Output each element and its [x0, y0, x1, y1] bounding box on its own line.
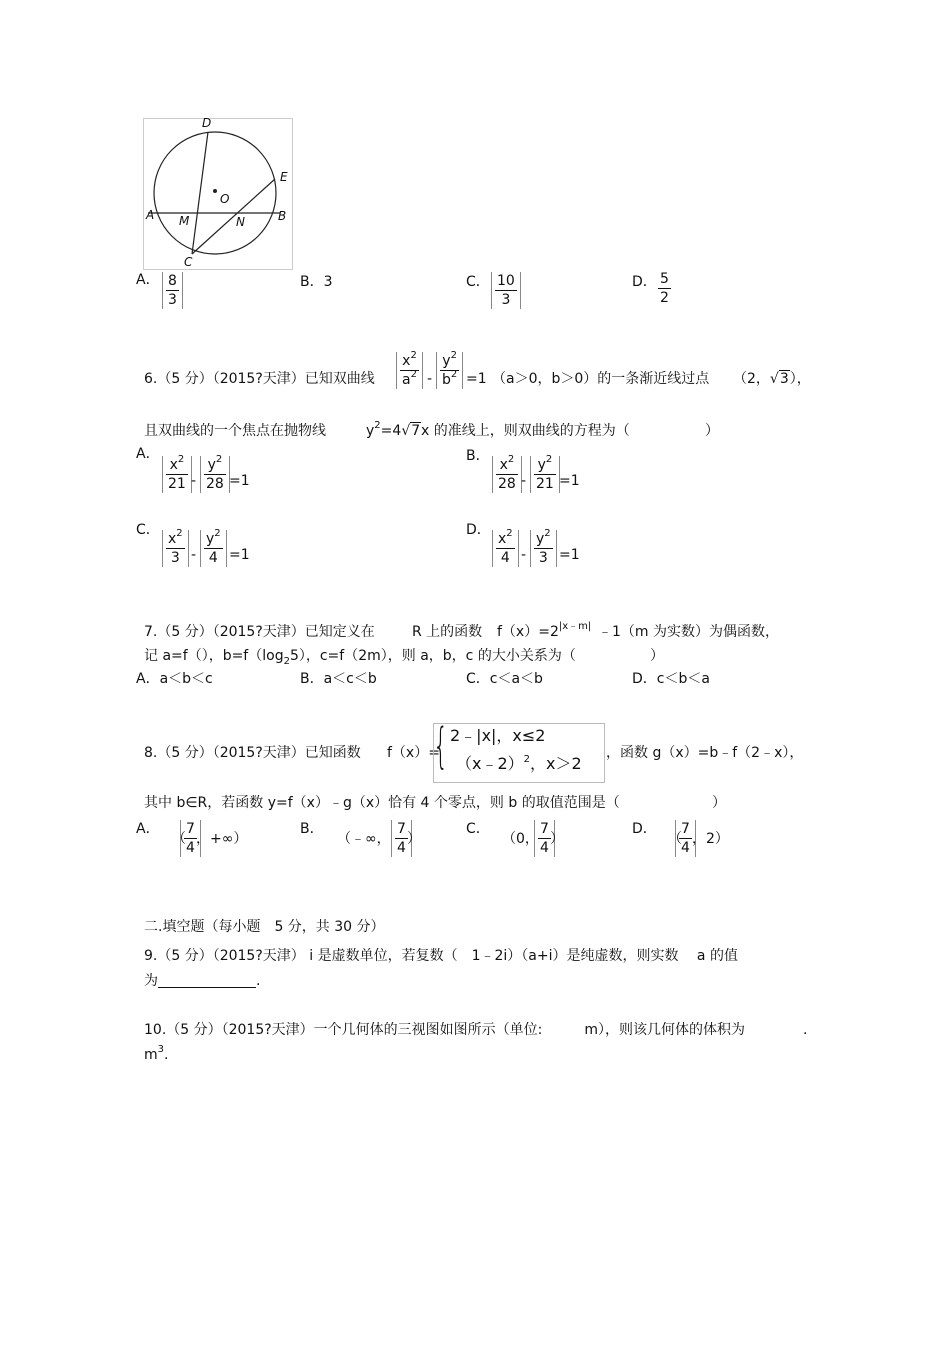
q8-option-a-label: A． — [136, 821, 160, 837]
q8-option-c-post: ） — [550, 831, 564, 847]
case2-base: （x﹣2） — [456, 754, 524, 773]
q9-line1: 9.（5 分）（2015?天津） i 是虚数单位，若复数（ 1﹣2i）（a+i）是纯虚数，则实数 a 的值 — [144, 948, 738, 964]
fraction-denominator: 2 — [660, 290, 669, 306]
denominator: 4 — [681, 840, 690, 856]
denominator: 4 — [500, 550, 510, 566]
exponent: 2 — [374, 420, 381, 431]
q8-option-b-pre: （﹣∞， — [337, 831, 391, 847]
exponent: 2 — [506, 528, 513, 539]
q5-option-d-label: D． — [632, 274, 657, 290]
exponent: 2 — [214, 528, 221, 539]
numerator: y — [536, 531, 545, 547]
q6-option-c-eq: =1 — [229, 547, 250, 563]
q7-line1-a: 7.（5 分）（2015?天津）已知定义在 — [144, 624, 375, 640]
period: . — [164, 1047, 169, 1063]
q6-frac-x2-a2 — [396, 352, 423, 389]
q6-line2-b: x 的准线上，则双曲线的方程为（ — [421, 423, 630, 439]
exponent: |x﹣m| — [558, 621, 592, 632]
exponent: 2 — [507, 454, 515, 465]
point-O: O — [220, 192, 230, 206]
numerator: x — [499, 457, 508, 473]
exponent: 2 — [544, 528, 551, 539]
exponent: 2 — [410, 350, 417, 361]
q8-option-a-pre: （ — [172, 831, 186, 847]
numerator: y — [537, 457, 546, 473]
q8-piecewise — [433, 718, 605, 783]
q7-function — [497, 621, 592, 640]
q7-option-a: A．a＜b＜c — [136, 671, 213, 687]
eq-4: =4 — [380, 423, 402, 439]
q6-option-a-label: A． — [136, 446, 160, 462]
q8-option-a-post: ，+∞） — [196, 831, 248, 847]
point-N: N — [236, 215, 245, 229]
q7-line2-a: 记 a=f（），b=f（log — [144, 648, 284, 664]
point-open: （2， — [733, 371, 770, 387]
q6-line2-c: ） — [705, 423, 719, 439]
denominator: 21 — [536, 476, 554, 492]
q6-condition: （a＞0，b＞0）的一条渐近线过点 — [492, 371, 710, 387]
denominator: 4 — [208, 550, 218, 566]
q6-option-d-frac1 — [492, 530, 519, 567]
denominator: a — [402, 372, 411, 388]
exponent: 2 — [450, 369, 458, 380]
fraction-denominator: 3 — [168, 292, 177, 308]
q10-line1: 10.（5 分）（2015?天津）一个几何体的三视图如图所示（单位: m），则该几何体的体积为 — [144, 1022, 746, 1038]
point-close: ）， — [789, 371, 811, 387]
q6-point: （2，√3）， — [733, 371, 811, 387]
fraction-numerator: 10 — [497, 273, 515, 289]
q6-option-d-eq: =1 — [559, 547, 580, 563]
denominator: 28 — [206, 476, 224, 492]
q7-line2 — [144, 648, 576, 667]
answer-blank[interactable] — [158, 973, 256, 988]
q8-option-c-pre: （0， — [502, 831, 539, 847]
numerator: x — [402, 353, 411, 369]
denominator: 21 — [168, 476, 186, 492]
point-B: B — [278, 209, 287, 223]
q7-option-b: B．a＜c＜b — [300, 671, 377, 687]
q9-line2 — [144, 973, 260, 988]
q5-option-b: B．3 — [300, 274, 333, 290]
q7-option-d: D．c＜b＜a — [632, 671, 710, 687]
q8-line2: 其中 b∈R，若函数 y=f（x）﹣g（x）恰有 4 个零点，则 b 的取值范围是（ — [144, 795, 620, 811]
numerator: x — [169, 457, 178, 473]
numerator: 7 — [681, 821, 690, 837]
q6-option-c-frac1 — [162, 530, 189, 567]
q8-suffix: ，函数 g（x）=b﹣f（2﹣x）， — [606, 745, 804, 761]
minus-sign: - — [427, 371, 433, 387]
q8-option-c-label: C． — [466, 821, 490, 837]
q5-option-a-fraction — [162, 272, 183, 309]
exponent: 2 — [410, 369, 417, 380]
exponent: 2 — [177, 454, 185, 465]
q5-option-d-fraction — [658, 272, 671, 305]
exponent: 2 — [215, 454, 223, 465]
point-D: D — [202, 116, 212, 130]
q7-line2-b: 5），c=f（2m），则 a，b，c 的大小关系为（ — [289, 648, 576, 664]
q6-eq1: =1 — [466, 371, 487, 387]
sqrt-radicand: 3 — [779, 371, 789, 387]
q9-line2-b: . — [256, 973, 261, 989]
point-M: M — [179, 214, 190, 228]
left-brace-icon: { — [433, 718, 449, 774]
q8-option-b-label: B． — [300, 821, 324, 837]
numerator: 7 — [186, 821, 195, 837]
q6-option-b-eq: =1 — [559, 473, 580, 489]
q6-parabola: $y^2=4√7$ — [366, 420, 421, 439]
q7-line1-d: ﹣1（m 为实数）为偶函数， — [598, 624, 779, 640]
q10-dot: . — [803, 1022, 808, 1038]
denominator: 3 — [538, 550, 548, 566]
minus-sign: - — [191, 473, 197, 489]
q6-option-d-frac2 — [530, 530, 557, 567]
section-title: 二.填空题（每小题 5 分，共 30 分） — [144, 919, 385, 935]
exponent: 2 — [176, 528, 183, 539]
q7-line2-c: ） — [650, 648, 664, 664]
point-C: C — [184, 255, 193, 269]
q8-option-b-post: ） — [407, 831, 421, 847]
q6-option-c-label: C． — [136, 522, 160, 538]
q9-line2-a: 为 — [144, 973, 158, 989]
numerator: y — [442, 353, 451, 369]
q8-option-d-label: D． — [632, 821, 657, 837]
q8-option-d-pre: （ — [668, 831, 682, 847]
q8-option-d-post: ，2） — [692, 831, 729, 847]
case2-cond: ，x＞2 — [530, 754, 582, 773]
q10-line2 — [144, 1044, 169, 1063]
point-A: A — [146, 208, 155, 222]
numerator: x — [168, 531, 177, 547]
q6-option-a-frac1 — [162, 456, 192, 493]
fraction-numerator: 5 — [660, 271, 669, 287]
numerator: 7 — [397, 821, 406, 837]
q8-line2-c: ） — [712, 795, 726, 811]
exponent: 2 — [523, 754, 531, 765]
minus-sign: - — [521, 473, 527, 489]
q5-option-c-fraction — [491, 272, 521, 309]
point-E: E — [280, 170, 288, 184]
sqrt-radicand: 7 — [411, 423, 421, 439]
exponent: 2 — [545, 454, 553, 465]
fraction-denominator: 3 — [501, 292, 511, 308]
var-y: y — [366, 423, 375, 439]
q8-fx: f（x）= — [387, 745, 440, 761]
exponent: 3 — [157, 1044, 165, 1055]
q8-prefix: 8.（5 分）（2015?天津）已知函数 — [144, 745, 361, 761]
circle-figure — [143, 118, 293, 270]
subscript: 2 — [283, 656, 290, 667]
exponent: 2 — [450, 350, 457, 361]
q8-case1: 2﹣|x|，x≤2 — [450, 726, 546, 745]
q6-option-d-label: D． — [466, 522, 491, 538]
q6-option-a-eq: =1 — [229, 473, 250, 489]
q6-frac-y2-b2 — [436, 352, 463, 389]
q6-line2-a: 且双曲线的一个焦点在抛物线 — [144, 423, 326, 439]
denominator: 28 — [498, 476, 516, 492]
q7-option-c: C．c＜a＜b — [466, 671, 543, 687]
q6-option-c-frac2 — [200, 530, 227, 567]
q7-line1-b: R 上的函数 — [412, 624, 483, 640]
numerator: y — [207, 457, 216, 473]
denominator: 4 — [397, 840, 406, 856]
q7-fx: f（x）=2 — [497, 624, 559, 640]
q6-option-a-frac2 — [200, 456, 230, 493]
q6-option-b-frac2 — [530, 456, 560, 493]
unit-m: m — [144, 1047, 158, 1063]
numerator: 7 — [540, 821, 549, 837]
q6-option-b-label: B． — [466, 448, 490, 464]
q8-case2 — [456, 756, 582, 772]
q6-option-b-frac1 — [492, 456, 522, 493]
denominator: 4 — [540, 840, 549, 856]
denominator: 3 — [170, 550, 180, 566]
q6-prefix: 6.（5 分）（2015?天津）已知双曲线 — [144, 371, 375, 387]
denominator: b — [442, 372, 451, 388]
numerator: y — [206, 531, 215, 547]
minus-sign: - — [191, 547, 197, 563]
denominator: 4 — [186, 840, 195, 856]
circle-diagram — [144, 116, 292, 269]
fraction-numerator: 8 — [168, 273, 177, 289]
minus-sign: - — [521, 547, 527, 563]
numerator: x — [498, 531, 507, 547]
q5-option-c-label: C． — [466, 274, 490, 290]
q5-option-a-label: A． — [136, 272, 160, 288]
